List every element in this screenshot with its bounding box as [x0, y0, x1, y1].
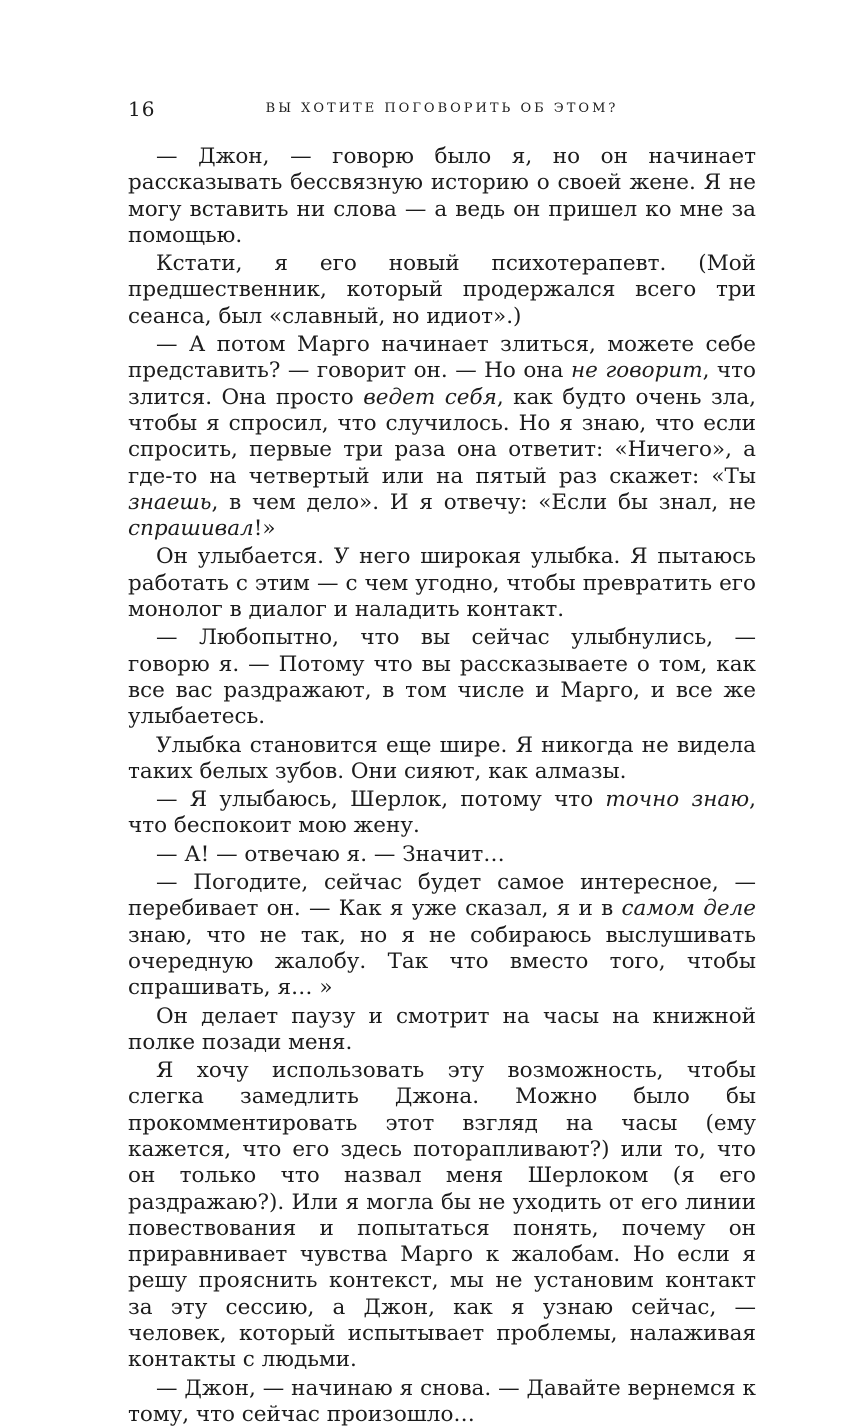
paragraph: [128, 733, 756, 786]
paragraph-text: знаю, что не так, но я не собираюсь выслушивать очередную жалобу. Так что вместо того, чтобы спрашивать, я… »: [128, 922, 756, 1001]
page-header: [128, 96, 756, 122]
emphasis-text: ведет себя: [363, 384, 497, 410]
emphasis-text: не говорит: [570, 358, 703, 384]
paragraph: [128, 870, 756, 1001]
paragraph-text: , что беспокоит мою жену.: [128, 787, 756, 839]
paragraph: [128, 1058, 756, 1374]
emphasis-text: самом деле: [621, 896, 756, 922]
paragraph: [128, 332, 756, 542]
paragraph-text: Кстати, я его новый психотерапевт. (Мой предшественник, который продержался всего три сеанса, был «славный, но идиот».): [128, 251, 756, 329]
paragraph-text: Он делает паузу и смотрит на часы на книжной полке позади меня.: [128, 1003, 756, 1055]
paragraph: [128, 1004, 756, 1057]
paragraph-text: — Любопытно, что вы сейчас улыбнулись, — говорю я. — Потому что вы рассказываете о том, как все вас раздражают, в том числе и Марго, и все же улыбаетесь.: [128, 625, 756, 730]
running-title: ВЫ ХОТИТЕ ПОГОВОРИТЬ ОБ ЭТОМ?: [265, 101, 619, 116]
paragraph: [128, 1376, 756, 1428]
paragraph-text: , как будто очень зла, чтобы я спросил, что случилось. Но я знаю, что если спросить, первые три раза она ответит: «Ничего», а где-то на четвертый или на пятый раз скажет: «Ты: [128, 384, 756, 489]
paragraph-text: Я хочу использовать эту возможность, чтобы слегка замедлить Джона. Можно было бы прокомментировать этот взгляд на часы (ему кажется, что его здесь поторапливают?) или то, что он только что назвал меня Шерлоком (я его раздражаю?). Или я могла бы не уходить от его линии повествования и попытаться понять, почему он приравнивает чувства Марго к жалобам. Но если я решу прояснить контекст, мы не установим контакт за эту сессию, а Джон, как я узнаю сейчас, — человек, который испытывает проблемы, налаживая контакты с людьми.: [128, 1058, 756, 1373]
paragraph-text: Он улыбается. У него широкая улыбка. Я пытаюсь работать с этим — с чем угодно, чтобы превратить его монолог в диалог и наладить контакт.: [128, 544, 756, 623]
paragraph-text: — Джон, — говорю было я, но он начинает рассказывать бессвязную историю о своей жене. Я не могу вставить ни слова — а ведь он пришел ко мне за помощью.: [128, 144, 756, 248]
emphasis-text: спрашивал: [128, 516, 254, 542]
paragraph-text: — Джон, — начинаю я снова. — Давайте вернемся к тому, что сейчас произошло…: [128, 1375, 756, 1427]
paragraph-text: , что злится. Она просто: [128, 358, 756, 410]
emphasis-text: знаешь: [128, 489, 212, 515]
body-text: [128, 144, 756, 1428]
paragraph: [128, 625, 756, 730]
paragraph-text: Улыбка становится еще шире. Я никогда не видела таких белых зубов. Они сияют, как алмазы.: [128, 732, 756, 784]
paragraph: [128, 787, 756, 840]
emphasis-text: точно знаю: [605, 787, 750, 813]
paragraph: [128, 842, 756, 868]
paragraph-text: — Я улыбаюсь, Шерлок, потому что: [156, 787, 606, 813]
paragraph-text: — А потом Марго начинает злиться, можете себе представить? — говорит он. — Но она: [128, 332, 756, 384]
paragraph: [128, 144, 756, 249]
paragraph-text: — А! — отвечаю я. — Значит…: [156, 841, 505, 867]
paragraph: [128, 544, 756, 623]
page-number: 16: [128, 97, 156, 121]
paragraph: [128, 251, 756, 330]
paragraph-text: — Погодите, сейчас будет самое интересное, — перебивает он. — Как я уже сказал, я и в: [128, 870, 756, 922]
paragraph-text: !»: [253, 516, 276, 542]
paragraph-text: , в чем дело». И я отвечу: «Если бы знал, не: [211, 489, 756, 515]
